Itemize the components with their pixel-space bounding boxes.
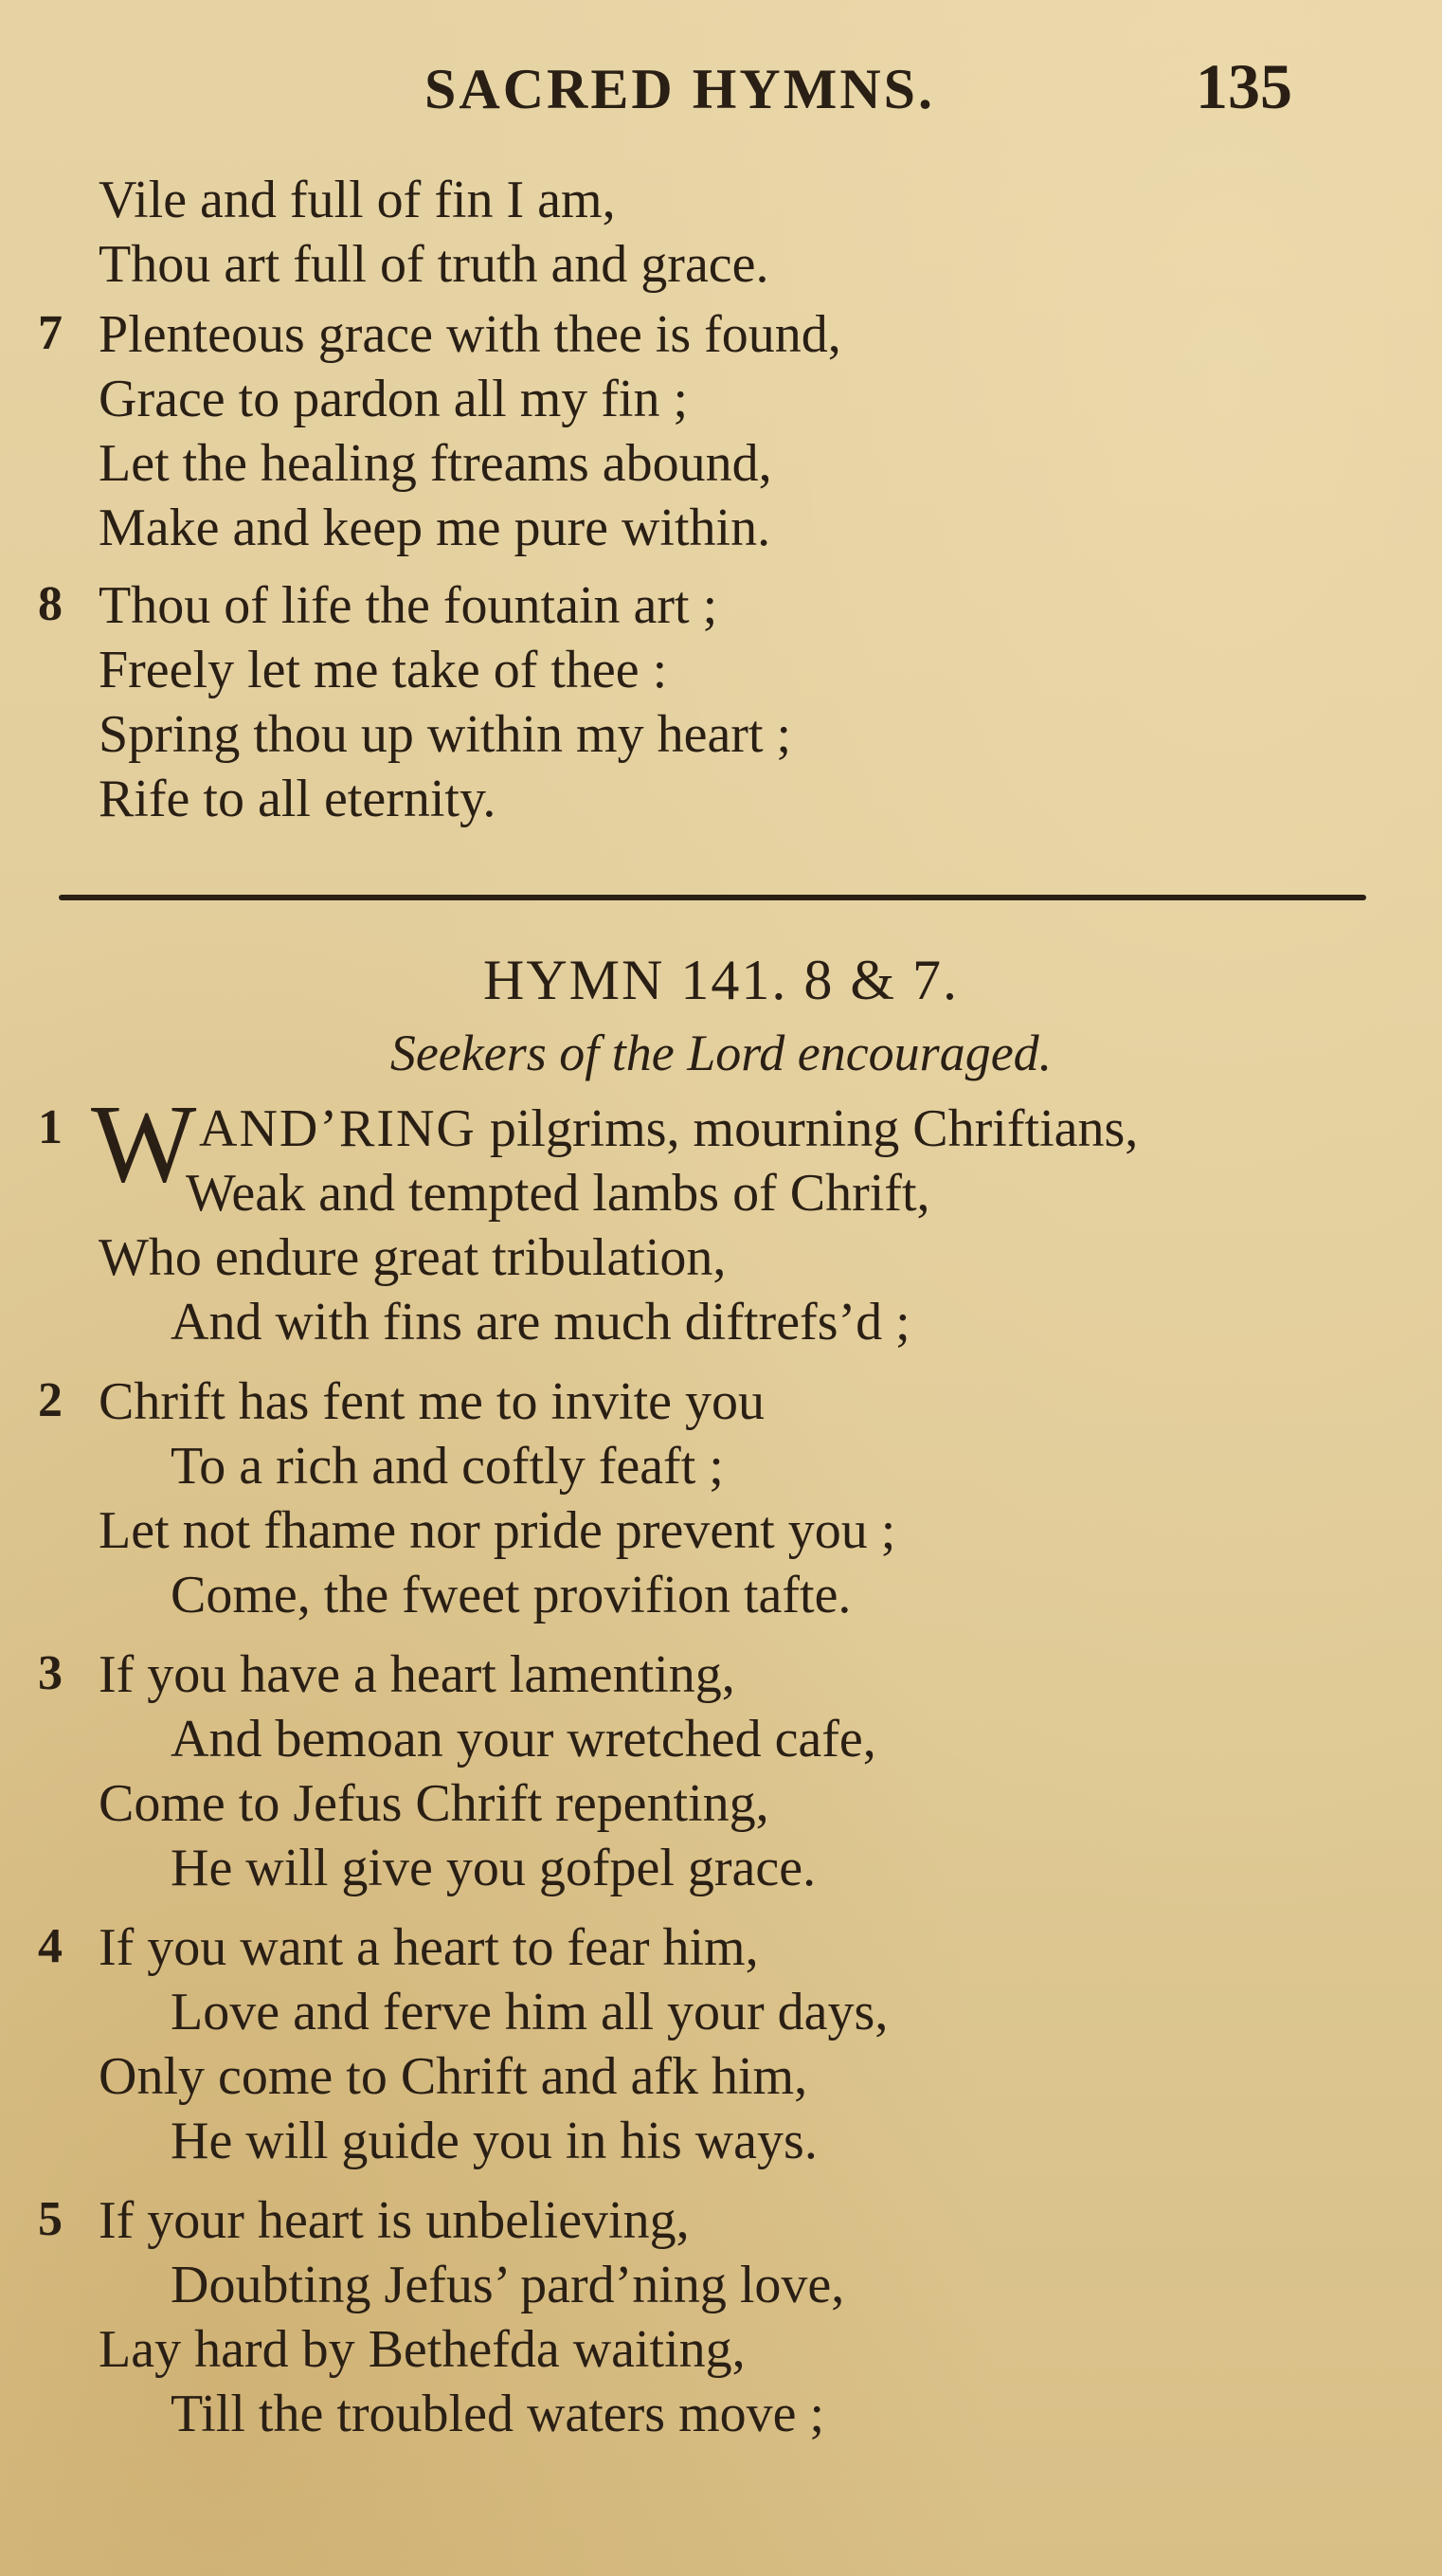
verse-line: He will give you gofpel grace. [171,1839,817,1897]
verse-line: Rife to all eternity. [99,770,496,828]
verse-line: Let not fhame nor pride prevent you ; [99,1501,896,1560]
verse-line: Grace to pardon all my fin ; [99,370,689,428]
verse-line: Let the healing ftreams abound, [99,434,772,493]
verse-number: 1 [38,1100,63,1154]
drop-cap: W [91,1081,197,1206]
first-word: AND’RING [199,1099,477,1158]
verse-line: Weak and tempted lambs of Chrift, [186,1164,930,1223]
verse-number: 4 [38,1919,63,1973]
verse-line: He will guide you in his ways. [171,2112,818,2170]
verse-number: 7 [38,306,63,360]
first-line-text: pilgrims, mourning Chriftians, [476,1099,1139,1158]
verse-line: Thou of life the fountain art ; [99,576,718,635]
verse-line: Chrift has fent me to invite you [99,1372,765,1431]
verse-line: Come to Jefus Chrift repenting, [99,1774,769,1833]
verse-line: Plenteous grace with thee is found, [99,305,841,364]
verse-line: Only come to Chrift and afk him, [99,2047,808,2106]
verse-number: 2 [38,1373,63,1427]
verse-line: Doubting Jefus’ pard’ning love, [171,2256,845,2314]
section-divider [59,895,1366,900]
verse-number: 5 [38,2192,63,2246]
verse-number: 8 [38,577,63,631]
verse-line: To a rich and coftly feaft ; [171,1437,724,1496]
page-number: 135 [1196,50,1292,122]
running-title: SACRED HYMNS. [424,58,936,120]
verse-line: Make and keep me pure within. [99,499,771,557]
hymn-heading: HYMN 141. 8 & 7. [482,949,959,1011]
verse-line: If your heart is unbelieving, [99,2191,690,2250]
verse-line [199,1098,1138,1160]
hymn-subtitle: Seekers of the Lord encouraged. [389,1025,1053,1081]
verse-line: Freely let me take of thee : [99,641,668,699]
verse-line: If you have a heart lamenting, [99,1645,735,1704]
verse-number: 3 [38,1646,63,1700]
verse-line: If you want a heart to fear him, [99,1918,759,1977]
page-header [0,49,1442,125]
verse-line: Spring thou up within my heart ; [99,705,792,764]
verse-line: Who endure great tribulation, [99,1228,727,1287]
verse-line: And with fins are much diftrefs’d ; [171,1293,910,1351]
verse-line: Come, the fweet provifion tafte. [171,1566,852,1624]
verse-line: Love and ferve him all your days, [171,1983,889,2041]
verse-line: Lay hard by Bethefda waiting, [99,2320,746,2379]
verse-line: And bemoan your wretched cafe, [171,1710,876,1769]
verse-line: Thou art full of truth and grace. [99,235,769,294]
verse-line: Vile and full of fin I am, [99,171,616,229]
verse-line: Till the troubled waters move ; [171,2385,825,2443]
